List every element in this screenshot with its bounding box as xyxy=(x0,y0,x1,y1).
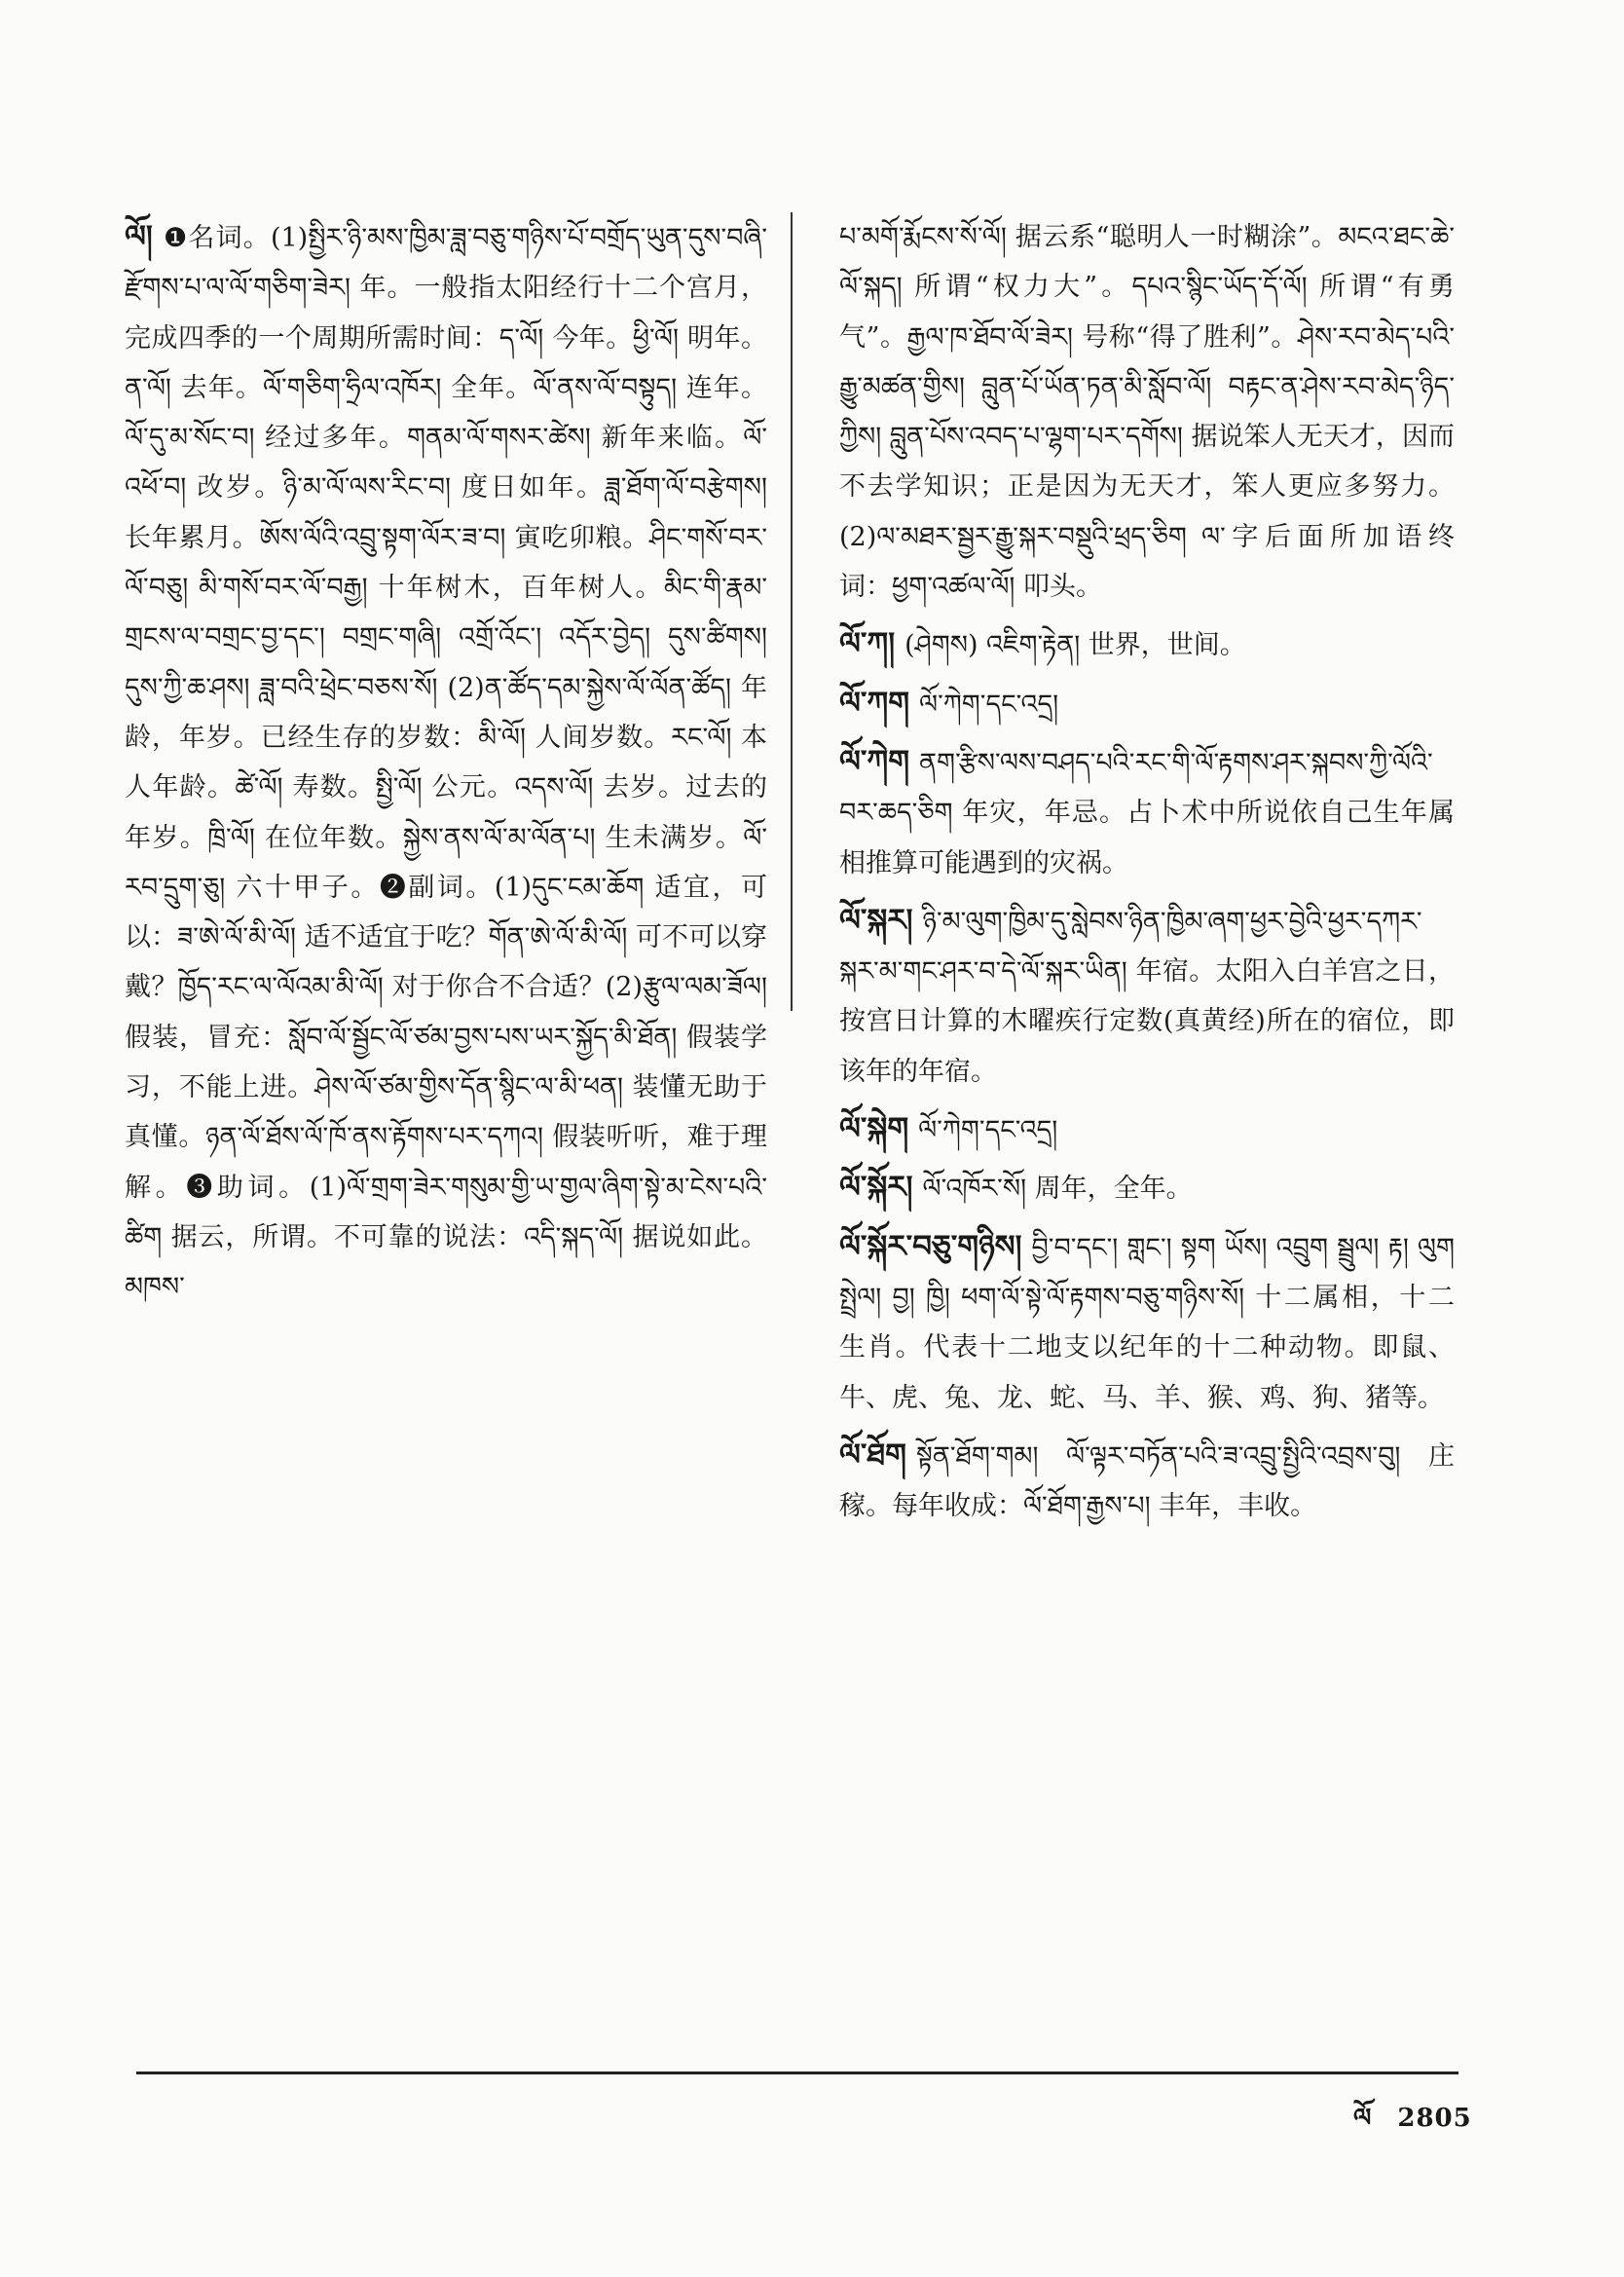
entry-headword: ལོ་སྐར། xyxy=(839,902,913,938)
page-number: 2805 xyxy=(1397,2104,1472,2133)
entry-headword: ལོ་སྐོར་བཅུ་གཉིས། xyxy=(839,1228,1022,1264)
entry-definition: སྟོན་ཐོག་གམ། ལོ་ལྟར་བཏོན་པའི་ཟ་འབྲུ་སྤྱིའི་འབྲས་བུ། 庄稼。每年收成：ལོ་ཐོག་རྒྱས་པ། 丰年，丰收。 xyxy=(839,1440,1455,1522)
dictionary-entry xyxy=(839,1431,1455,1532)
dictionary-entry xyxy=(839,619,1455,670)
page-footer xyxy=(1353,2090,1497,2161)
dictionary-entry xyxy=(125,212,767,1313)
dictionary-entry xyxy=(839,212,1455,612)
bottom-rule xyxy=(136,2072,1458,2074)
entry-headword: ལོ་སྐེག xyxy=(839,1111,909,1147)
entry-definition: བྱི་བ་དང་། གླང་། སྟག ཡོས། འབྲུག སྦྲུལ། རྟ། ལུག སྤྲེལ། བྱ། ཁྱི། ཕག་ལོ་སྟེ་ལོ་རྟགས་བཅུ་གཉིས་སོ། 十二属相，十二生肖。代表十二地支以纪年的十二种动物。即鼠、牛、虎、兔、龙、蛇、马、羊、猴、鸡、狗、猪等。 xyxy=(839,1232,1455,1413)
footer-index-char: ལོ xyxy=(1353,2104,1373,2133)
entry-headword: ལོ་ཐོག xyxy=(839,1437,906,1473)
entry-definition: པ་མགོ་རྨོངས་སོ་ལོ། 据云系“聪明人一时糊涂”。མངའ་ཐང་ཆེ་ལོ་སྐད། 所谓“权力大”。དཔའ་སྙིང་ཡོད་དོ་ལོ། 所谓“有勇气”。རྒྱལ་ཁ་ཐོབ་ལོ་ཟེར། 号称“得了胜利”。ཤེས་རབ་མེད་པའི་རྒྱུ་མཚན་གྱིས། བླུན་པོ་ཡོན་ཏན་མི་སློབ་ལོ། བརྟང་ན་ཤེས་རབ་མེད་ཉིད་ཀྱིས། བླུན་པོས་འབད་པ་ལྷག་པར་དགོས། 据说笨人无天才，因而不去学知识；正是因为无天才，笨人更应多努力。(2)ལ་མཐར་སྦྱར་རྒྱུ་སྐར་བསྡུའི་ཕྲད་ཅིག ལ་字后面所加语终词：ཕྱག་འཚལ་ལོ། 叩头。 xyxy=(839,222,1455,603)
entry-headword: ལོ་སྐོར། xyxy=(839,1170,913,1206)
entry-headword: ལོ་ཀེག xyxy=(839,743,910,779)
dictionary-entry xyxy=(839,1222,1455,1423)
entry-definition: ལོ་འཁོར་སོ། 周年，全年。 xyxy=(922,1174,1193,1205)
entry-definition: ལོ་ཀེག་དང་འདྲ། xyxy=(918,1115,1058,1146)
entry-headword: ལོ་ཀག xyxy=(839,685,910,721)
dictionary-entry xyxy=(839,1163,1455,1213)
entry-definition: ❶名词。(1)སྤྱིར་ཉི་མས་ཁྱིམ་ཟླ་བཅུ་གཉིས་པོ་བགྲོད་ཡུན་དུས་བཞི་རྫོགས་པ་ལ་ལོ་གཅིག་ཟེར། 年。一般指太阳经行十二个宫月，完成四季的一个周期所需时间：ད་ལོ། 今年。ཕྱི་ལོ། 明年。ན་ལོ། 去年。ལོ་གཅིག་ཧྲིལ་འཁོར། 全年。ལོ་ནས་ལོ་བསྟུད། 连年。ལོ་དུ་མ་སོང་བ། 经过多年。གནམ་ལོ་གསར་ཚེས། 新年来临。ལོ་འཕོ་བ། 改岁。ཉི་མ་ལོ་ལས་རིང་བ། 度日如年。ཟླ་ཐོག་ལོ་བརྩེགས། 长年累月。ཨོས་ལོའི་འབྲུ་སྟག་ལོར་ཟ་བ། 寅吃卯粮。ཤིང་གསོ་བར་ལོ་བཅུ། མི་གསོ་བར་ལོ་བརྒྱ། 十年树木，百年树人。མིང་གི་རྣམ་གྲངས་ལ་བགྲང་བྱ་དང་། བགྲང་གཞི། འགྲོ་འོང་། འདོར་བྱེད། དུས་ཚིགས། དུས་ཀྱི་ཆ་ཤས། ཟླ་བའི་ཕྲེང་བཅས་སོ། (2)ན་ཚོད་དམ་སྐྱེས་ལོ་ལོན་ཚོད། 年龄，年岁。已经生存的岁数：མི་ལོ། 人间岁数。རང་ལོ། 本人年龄。ཚེ་ལོ། 寿数。སྤྱི་ལོ། 公元。འདས་ལོ། 去岁。过去的年岁。ཁྲི་ལོ། 在位年数。སྐྱེས་ནས་ལོ་མ་ལོན་པ། 生未满岁。ལོ་རབ་དྲུག་ཅུ། 六十甲子。❷副词。(1)དུང་ངམ་ཆོག 适宜，可以：ཟ་ཨེ་ལོ་མི་ལོ། 适不适宜于吃？གོན་ཨེ་ལོ་མི་ལོ། 可不可以穿戴？ཁྱོད་རང་ལ་ལོའམ་མི་ལོ། 对于你合不合适？(2)རྩུལ་ལམ་ཟོལ། 假装，冒充：སློབ་ལོ་སྦྱོང་ལོ་ཙམ་བྱས་པས་ཡར་སྐྱོད་མི་ཐོན། 假装学习，不能上进。ཤེས་ལོ་ཙམ་གྱིས་དོན་སྙིང་ལ་མི་ཕན། 装懂无助于真懂。ཉན་ལོ་ཐོས་ལོ་ཁོ་ནས་རྟོགས་པར་དཀའ། 假装听听，难于理解。❸助词。(1)ལོ་གྲག་ཟེར་གསུམ་གྱི་ཡ་གྱལ་ཞིག་སྟེ་མ་ངེས་པའི་ཚིག 据云，所谓。不可靠的说法：འདི་སྐད་ལོ། 据说如此。མཁས་ xyxy=(125,223,767,1303)
dictionary-entry xyxy=(839,679,1455,729)
left-column xyxy=(125,212,767,1321)
dictionary-entry xyxy=(839,896,1455,1097)
dictionary-entry xyxy=(839,1104,1455,1155)
dictionary-entry xyxy=(839,737,1455,888)
entry-headword: ལོ་ཀ། xyxy=(839,626,896,662)
right-column xyxy=(839,212,1455,1539)
column-divider xyxy=(791,212,793,1011)
entry-definition: ནག་རྩིས་ལས་བཤད་པའི་རང་གི་ལོ་རྟགས་ཤར་སྐབས་ཀྱི་ལོའི་བར་ཆད་ཅིག 年灾，年忌。占卜术中所说依自己生年属相推算可能遇到的灾祸。 xyxy=(839,747,1455,878)
entry-headword: ལོ། xyxy=(125,219,153,254)
entry-definition: (ཤེགས) འཇིག་རྟེན། 世界，世间。 xyxy=(904,630,1246,661)
entry-definition: ལོ་ཀེག་དང་འདྲ། xyxy=(919,689,1059,720)
entry-definition: ཉི་མ་ལུག་ཁྱིམ་དུ་སླེབས་ཉིན་ཁྱིམ་ཞག་ཕྱར་བྱེའི་ཕྱར་དཀར་སྐར་མ་གང་ཤར་བ་དེ་ལོ་སྐར་ཡིན། 年宿。太阳入白羊宫之日，按宫日计算的木曜疾行定数(真黄经)所在的宿位，即该年的年宿。 xyxy=(839,906,1455,1087)
